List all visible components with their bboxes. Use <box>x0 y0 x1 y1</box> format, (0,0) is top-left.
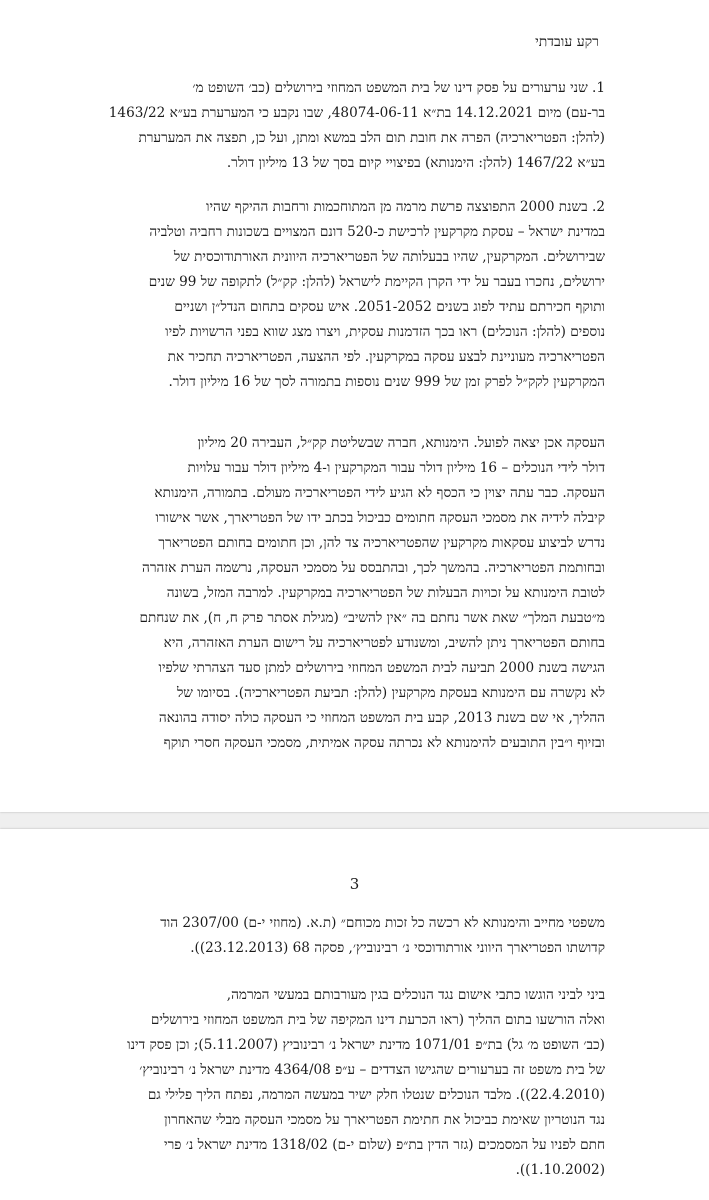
paragraph-1-line: 1. שני ערעורים על פסק דינו של בית המשפט המחוזי בירושלים (כב׳ השופט מ׳ <box>192 80 605 96</box>
paragraph-continuation-line: קדושתו הפטריארך היווני אורתודוכסי נ׳ רבינוביץ׳, פסקה 68 (23.12.2013)). <box>190 940 605 956</box>
paragraph-3-line: ובחותמת הפטריארכיה. בהמשך לכך, ובהתבסס על מסמכי העסקה, נרשמה הערת אזהרה <box>142 560 605 576</box>
paragraph-4-line: ואלה הורשעו בתום ההליך (ראו הכרעת דינו המקיפה של בית המשפט המחוזי בירושלים <box>150 1012 605 1028</box>
paragraph-2-line: נוספים (להלן: הנוכלים) ראו בכך הזדמנות עסקית, ויצרו מצג שווא בפני הרשויות לפיו <box>165 324 605 340</box>
paragraph-1-line: בע״א 1467/22 (להלן: הימנותא) בפיצויי קיום בסך של 13 מיליון דולר. <box>226 155 605 171</box>
paragraph-2-line: ותוקף חכירתם עתיד לפוג בשנים 2051-2052. איש עסקים בתחום הנדל״ן ושניים <box>174 299 605 315</box>
paragraph-3-line: לא נקשרה עם הימנותא בעסקת מקרקעין (להלן: תביעת הפטריארכיה). בסיומו של <box>176 685 605 701</box>
paragraph-3-line: העסקה אכן יצאה לפועל. הימנותא, חברה שבשליטת קק״ל, העבירה 20 מיליון <box>197 435 605 451</box>
paragraph-4-line: ביני לביני הוגשו כתבי אישום נגד הנוכלים בגין מעורבותם במעשי המרמה, <box>226 987 605 1003</box>
paragraph-2-line: שבירושלים. המקרקעין, שהיו בבעלותה של הפטריארכיה היוונית האורתודוכסית של <box>173 249 605 265</box>
paragraph-2-line: הפטריארכיה מעוניינת לבצע עסקה במקרקעין. לפי ההצעה, הפטריארכיה תחכיר את <box>167 349 605 365</box>
paragraph-2-line: המקרקעין לקק״ל לפרק זמן של 999 שנים נוספות בתמורה לסך של 16 מיליון דולר. <box>168 374 605 390</box>
paragraph-3-line: בחותם הפטריארך ניתן להשיב, ומשנודע לפטריארכיה על רישום הערת האזהרה, היא <box>163 635 605 651</box>
paragraph-3-line: ובזיוף ו״בין התובעים להימנותא לא נכרתה עסקה אמיתית, מסמכי העסקה חסרי תוקף <box>163 735 605 751</box>
paragraph-3-line: מ״טבעת המלך״ שאת אשר נחתם בה ״אין להשיב״ (מגילת אסתר פרק ח, ח), את שנחתם <box>139 610 605 626</box>
paragraph-4-line: חתם לפניו על המסמכים (גזר הדין בת״פ (שלום י-ם) 1318/02 מדינת ישראל נ׳ פרי <box>164 1137 605 1153</box>
paragraph-4-line: של בית משפט זה בערעורים שהגישו הצדדים – ע״פ 4364/08 מדינת ישראל נ׳ רבינוביץ׳ <box>139 1062 605 1078</box>
paragraph-3-line: העסקה. כבר עתה יצוין כי הכסף לא הגיע לידי הפטריארכיה מעולם. בתמורה, הימנותא <box>154 485 605 501</box>
paragraph-3-line: לטובת הימנותא על זכויות הבעלות של הפטריארכיה במקרקעין. למרבה המזל, בשונה <box>166 585 605 601</box>
paragraph-2-line: במדינת ישראל – עסקת מקרקעין לרכישת כ-520 דונם המצויים בשכונות רחביה וטלביה <box>149 224 605 240</box>
paragraph-4-line: (1.10.2002)). <box>515 1162 605 1178</box>
paragraph-2-line: 2. בשנת 2000 התפוצצה פרשת מרמה מן המתוחכמות ורחבות ההיקף שהיו <box>205 199 605 215</box>
page-number: 3 <box>349 875 360 893</box>
paragraph-3-line: נדרש לביצוע עסקאות מקרקעין שהפטריארכיה צד להן, וכן חתומים בחותם הפטריארך <box>158 535 605 551</box>
paragraph-3-line: קיבלה לידיה את מסמכי העסקה חתומים כביכול בכתב ידו של הפטריארך, אשר אישורו <box>155 510 605 526</box>
paragraph-3-line: ההליך, אי שם בשנת 2013, קבע בית המשפט המחוזי כי העסקה כולה יסודה בהונאה <box>158 710 605 726</box>
paragraph-4-line: (22.4.2010)). מלבד הנוכלים שנטלו חלק ישיר במעשה המרמה, נפתח הליך פלילי גם <box>147 1087 605 1103</box>
paragraph-continuation-line: משפטי מחייב והימנותא לא רכשה כל זכות מכוחם״ (ת.א. (מחוזי י-ם) 2307/00 הוד <box>160 915 605 931</box>
paragraph-3-line: דולר לידי הנוכלים – 16 מיליון דולר עבור המקרקעין ו-4 מיליון דולר עבור עלויות <box>187 460 605 476</box>
paragraph-2-line: ירושלים, נחכרו בעבר על ידי הקרן הקיימת לישראל (להלן: קק״ל) לתקופה של 99 שנים <box>148 274 605 290</box>
paragraph-3-line: הגישה בשנת 2000 תביעה לבית המשפט המחוזי בירושלים למתן סעד הצהרתי שלפיו <box>158 660 605 676</box>
section-heading: רקע עובדתי <box>535 34 599 50</box>
paragraph-4-line: נגד הנוטריון שאימת כביכול את חתימת הפטריארך על מסמכי העסקה מבלי שהאחרון <box>164 1112 605 1128</box>
paragraph-4-line: (כב׳ השופט מ׳ גל) בת״פ 1071/01 מדינת ישראל נ׳ רבינוביץ (5.11.2007); וכן פסק דינו <box>127 1037 605 1053</box>
paragraph-1-line: בר-עם) מיום 14.12.2021 בת״א 48074-06-11, שבו נקבע כי המערערת בע״א 1463/22 <box>108 105 605 121</box>
paragraph-1-line: (להלן: הפטריארכיה) הפרה את חובת תום הלב במשא ומתן, ועל כן, תפצה את המערערת <box>138 130 605 146</box>
